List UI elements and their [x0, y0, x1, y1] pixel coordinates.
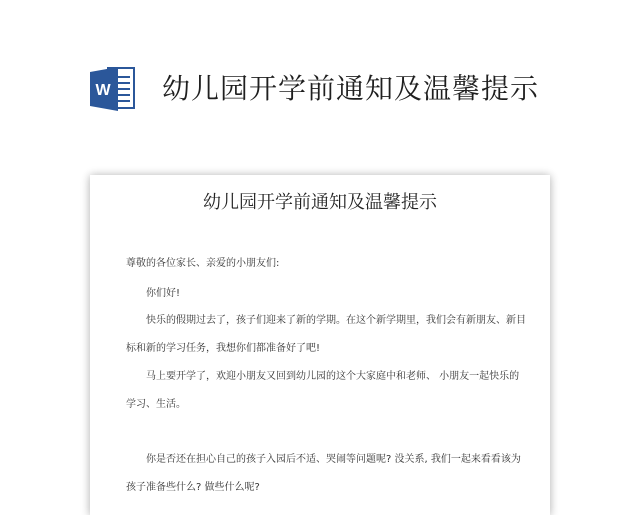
paragraph-line: 孩子准备些什么? 做些什么呢? [126, 482, 260, 493]
paragraph-greeting: 尊敬的各位家长、亲爱的小朋友们: [126, 258, 280, 269]
page-title: 幼儿园开学前通知及温馨提示 [162, 72, 540, 105]
header [90, 66, 610, 114]
svg-text:W: W [95, 82, 111, 99]
document-page [90, 175, 550, 515]
paragraph-line: 学习、生活。 [126, 399, 186, 410]
paragraph-line: 快乐的假期过去了，孩子们迎来了新的学期。在这个新学期里，我们会有新朋友、新目 [146, 315, 526, 326]
paragraph-line: 马上要开学了，欢迎小朋友又回到幼儿园的这个大家庭中和老师、 小朋友一起快乐的 [146, 371, 520, 382]
paragraph-line: 你是否还在担心自己的孩子入园后不适、哭闹等问题呢? 没关系, 我们一起来看看该为 [146, 454, 521, 465]
word-document-icon [90, 66, 138, 112]
paragraph-hello: 你们好! [146, 288, 181, 299]
paragraph-line: 标和新的学习任务，我想你们都准备好了吧! [126, 343, 321, 354]
document-title: 幼儿园开学前通知及温馨提示 [203, 192, 437, 213]
